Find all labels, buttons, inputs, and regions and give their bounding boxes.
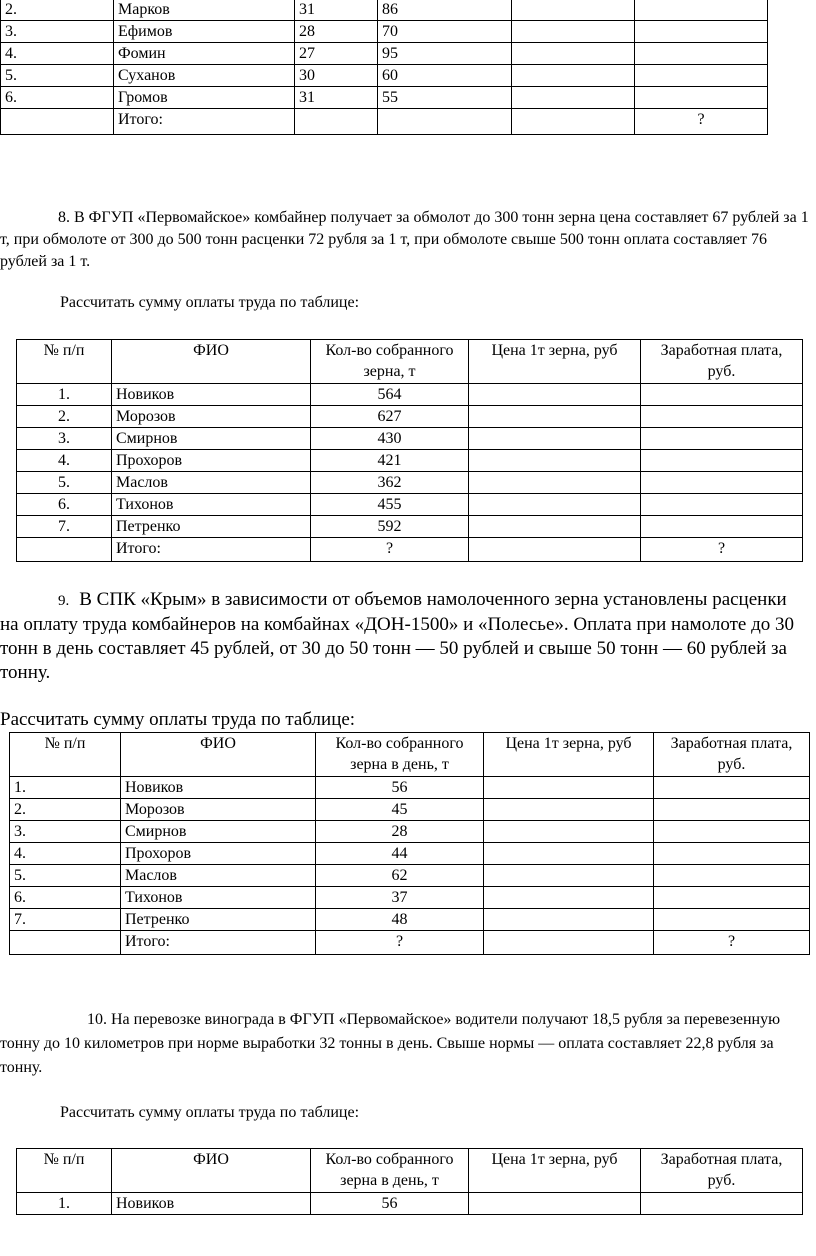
table-row: 7. Петренко 592	[17, 516, 803, 538]
table-row: 7. Петренко 48	[10, 909, 810, 931]
table-row: 6. Тихонов 37	[10, 887, 810, 909]
table-row: 3. Ефимов 28 70	[1, 21, 768, 43]
table-header-row: № п/п ФИО Кол-во собранного зерна в день, т Цена 1т зерна, руб Заработная плата, руб.	[10, 733, 810, 777]
total-row: Итого: ? ?	[10, 931, 810, 955]
table-row: 6. Тихонов 455	[17, 494, 803, 516]
table-3	[9, 732, 810, 955]
table-2	[16, 339, 803, 562]
table-row: 5. Маслов 362	[17, 472, 803, 494]
table-row: 4. Прохоров 44	[10, 843, 810, 865]
table-row: 4. Прохоров 421	[17, 450, 803, 472]
total-row: Итого: ?	[1, 109, 768, 135]
total-row: Итого: ? ?	[17, 538, 803, 562]
task-9-instruction: Рассчитать сумму оплаты труда по таблице:	[0, 709, 356, 730]
table-header-row: № п/п ФИО Кол-во собранного зерна, т Цена 1т зерна, руб Заработная плата, руб.	[17, 340, 803, 384]
table-row: 4. Фомин 27 95	[1, 43, 768, 65]
table-row: 1. Новиков 56	[17, 1193, 803, 1215]
task-10-text: 10. На перевозке винограда в ФГУП «Первомайское» водители получают 18,5 рубля за перевезенную тонну до 10 километров при норме выработки 32 тонны в день. Свыше нормы — оплата составляет 22,8 рубля за тонну.	[0, 1011, 781, 1076]
table-row: 5. Маслов 62	[10, 865, 810, 887]
task-8-instruction: Рассчитать сумму оплаты труда по таблице:	[60, 294, 360, 311]
table-row: 3. Смирнов 430	[17, 428, 803, 450]
table-row: 1. Новиков 56	[10, 777, 810, 799]
task-8-text: 8. В ФГУП «Первомайское» комбайнер получает за обмолот до 300 тонн зерна цена составляет 67 рублей за 1 т, при обмолоте от 300 до 500 тонн расценки 72 рубля за 1 т, при обмолоте свыше 500 тонн оплата составляет 76 рублей за 1 т.	[0, 209, 809, 270]
task-10-instruction: Рассчитать сумму оплаты труда по таблице:	[60, 1104, 360, 1121]
table-row: 2. Морозов 45	[10, 799, 810, 821]
table-row: 3. Смирнов 28	[10, 821, 810, 843]
table-row: 5. Суханов 30 60	[1, 65, 768, 87]
task-9-number: 9.	[58, 593, 70, 609]
table-1	[0, 0, 768, 135]
table-4	[16, 1148, 803, 1215]
table-row: 6. Громов 31 55	[1, 87, 768, 109]
task-9-text: В СПК «Крым» в зависимости от объемов намолоченного зерна установлены расценки на оплату труда комбайнеров на комбайнах «ДОН-1500» и «Полесье». Оплата при намолоте до 30 тонн в день составляет 45 рублей, от 30 до 50 тонн — 50 рублей и свыше 50 тонн — 60 рублей за тонну.	[0, 589, 795, 683]
table-row: 2. Морозов 627	[17, 406, 803, 428]
task-9-text-block	[0, 588, 806, 685]
table-row: 2. Марков 31 86	[1, 0, 768, 21]
table-row: 1. Новиков 564	[17, 384, 803, 406]
table-header-row: № п/п ФИО Кол-во собранного зерна в день, т Цена 1т зерна, руб Заработная плата, руб.	[17, 1149, 803, 1193]
